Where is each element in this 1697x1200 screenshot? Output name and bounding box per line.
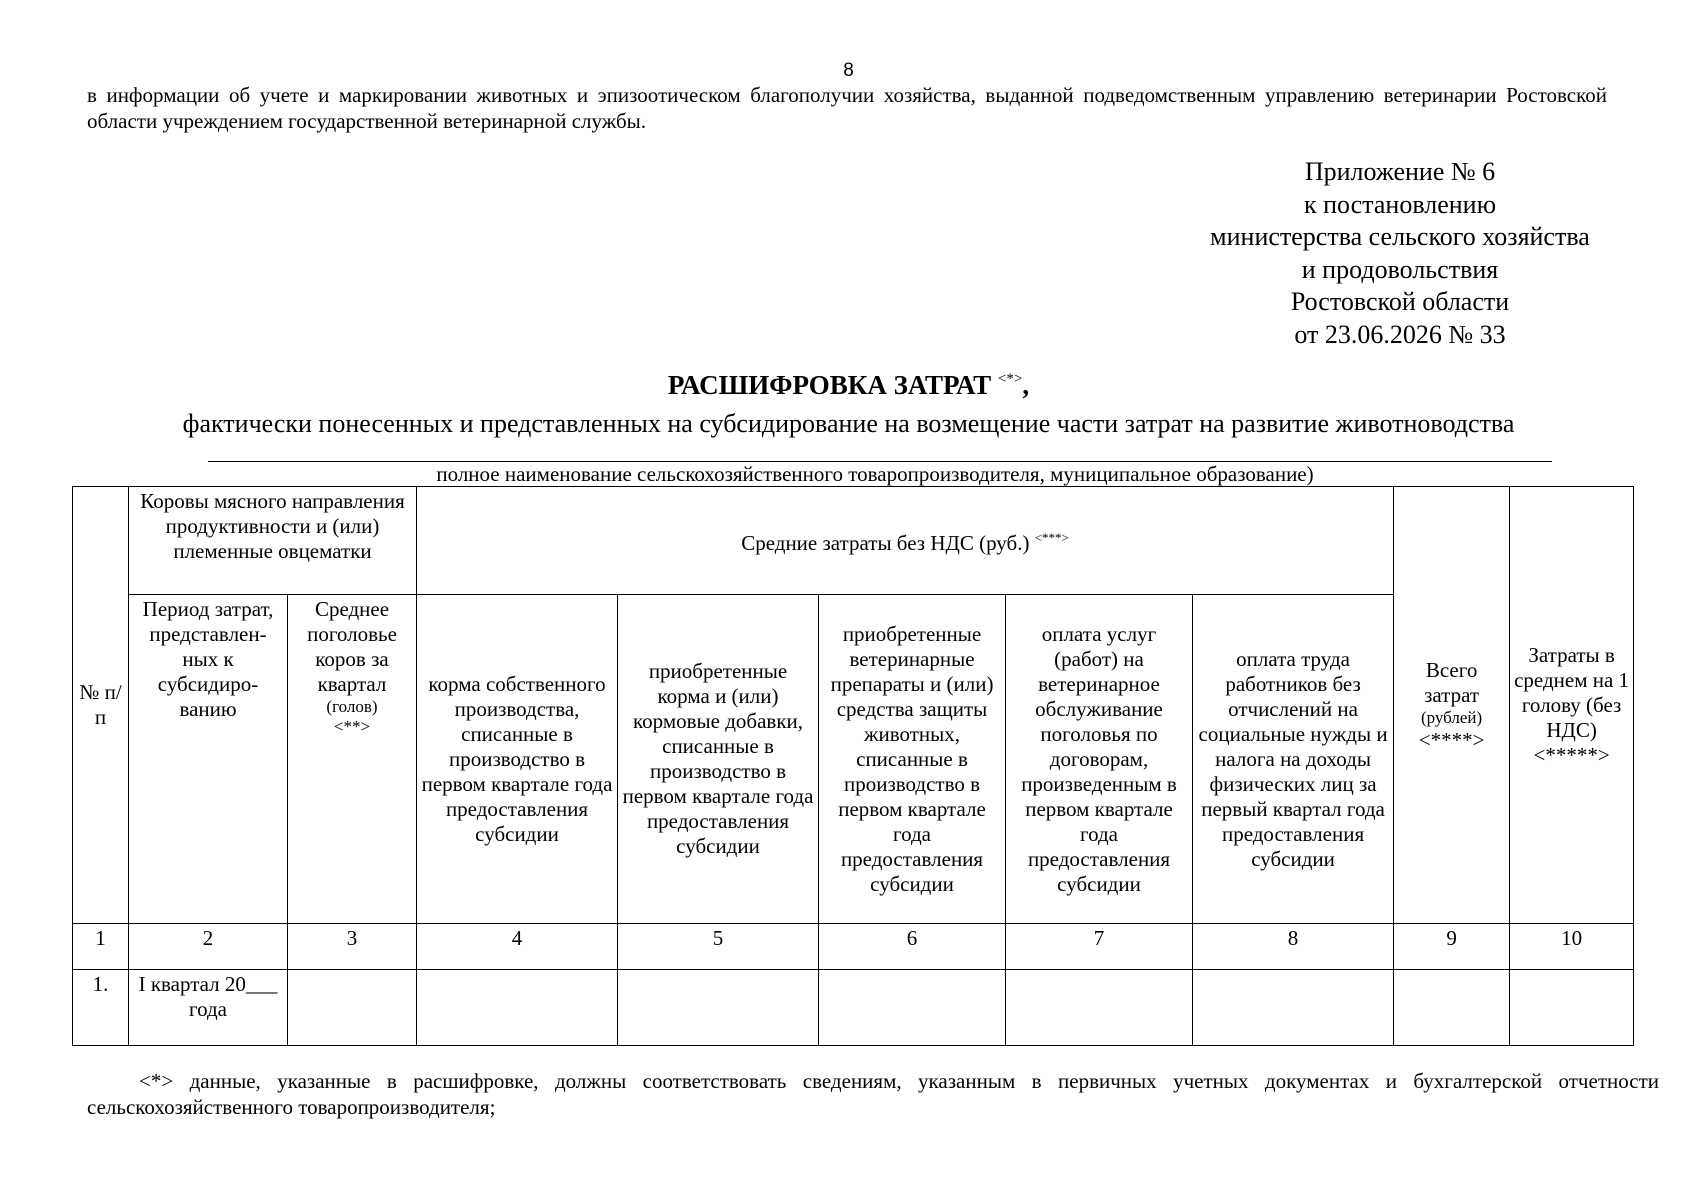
appendix-line: Приложение № 6 (1304, 157, 1496, 186)
appendix-line: и продовольствия (1301, 254, 1499, 284)
page-number: 8 (843, 60, 854, 81)
labor-costs-cell[interactable] (1193, 970, 1394, 1046)
column-number: 6 (819, 924, 1006, 970)
intro-paragraph: в информации об учете и маркировании животных и эпизоотическом благополучии хозяйства, выданной подведомственным управлению ветеринарии Ростовской области учреждением государственной ветеринарной службы. (87, 83, 1607, 133)
header-purchased-feed: приобретенные корма и (или) кормовые добавки, списанные в производство в первом квартале года предоставления субсидии (618, 595, 819, 924)
header-cost-per-head-label: Затраты в среднем на 1 голову (без НДС) (1514, 642, 1630, 742)
column-number: 5 (618, 924, 819, 970)
header-total-costs-label: Всего затрат (1424, 657, 1480, 707)
header-average-costs-label: Средние затраты без НДС (руб.) (741, 531, 1030, 555)
column-number: 10 (1510, 924, 1634, 970)
own-feed-cell[interactable] (417, 970, 618, 1046)
footnote-paragraph: <*> данные, указанные в расшифровке, должны соответствовать сведениям, указанным в первичных учетных документах и бухгалтерской отчетности сельскохозяйственного товаропроизводителя; (87, 1069, 1659, 1119)
header-total-costs (1394, 487, 1510, 924)
table-row (73, 970, 1634, 1046)
cost-per-head-cell[interactable] (1510, 970, 1634, 1046)
header-average-costs-group (417, 487, 1394, 595)
column-number: 3 (288, 924, 417, 970)
appendix-line: министерства сельского хозяйства (1210, 222, 1590, 251)
header-number: № п/п (73, 487, 129, 924)
header-total-costs-mark: <****> (1418, 727, 1485, 752)
header-average-herd-mark: <**> (333, 717, 371, 736)
header-average-costs-mark: <***> (1034, 530, 1069, 545)
column-numbers-row (73, 924, 1634, 970)
header-cost-per-head (1510, 487, 1634, 924)
producer-name-caption: полное наименование сельскохозяйственного товаропроизводителя, муниципальное образование) (436, 462, 1314, 486)
average-herd-cell[interactable] (288, 970, 417, 1046)
column-number: 9 (1394, 924, 1510, 970)
header-own-feed: корма собственного производства, списанные в производство в первом квартале года предоставления субсидии (417, 595, 618, 924)
header-veterinary-supplies: приобретенные ветеринарные препараты и (или) средства защиты животных, списанные в производство в первом квартале года предоставления субсидии (819, 595, 1006, 924)
document-title (0, 370, 1697, 401)
title-text: РАСШИФРОВКА ЗАТРАТ (667, 370, 992, 400)
table-header-row (73, 487, 1634, 595)
total-costs-cell[interactable] (1394, 970, 1510, 1046)
appendix-line: Ростовской области (1290, 287, 1510, 316)
header-average-herd-unit: (голов) (326, 697, 378, 716)
document-subtitle: фактически понесенных и представленных на субсидирование на возмещение части затрат на развитие животноводства (182, 409, 1515, 438)
purchased-feed-cell[interactable] (618, 970, 819, 1046)
row-number-cell: 1. (73, 970, 129, 1046)
period-cell: I квартал 20___ года (129, 970, 288, 1046)
header-labor-costs: оплата труда работников без отчислений на социальные нужды и налога на доходы физических лиц за первый квартал года предоставления субсидии (1193, 595, 1394, 924)
header-veterinary-services: оплата услуг (работ) на ветеринарное обслуживание поголовья по договорам, произведенным в первом квартале года предоставления субсидии (1006, 595, 1193, 924)
column-number: 2 (129, 924, 288, 970)
column-number: 1 (73, 924, 129, 970)
column-number: 4 (417, 924, 618, 970)
appendix-block (1170, 156, 1630, 351)
title-comma: , (1022, 370, 1030, 400)
header-cost-per-head-mark: <*****> (1533, 742, 1610, 767)
column-number: 8 (1193, 924, 1394, 970)
header-cows-group: Коровы мясного направления продуктивности и (или) племенные овцематки (129, 487, 417, 595)
appendix-line: к постановлению (1303, 189, 1497, 219)
header-period: Период затрат, представлен- ных к субсидиро- ванию (129, 595, 288, 924)
header-total-costs-unit: (рублей) (1420, 707, 1483, 727)
appendix-date-line: от 23.06.2026 № 33 (1294, 319, 1506, 349)
veterinary-services-cell[interactable] (1006, 970, 1193, 1046)
veterinary-supplies-cell[interactable] (819, 970, 1006, 1046)
header-average-herd-label: Среднее поголовье коров за квартал (307, 597, 397, 696)
title-footnote-mark: <*> (997, 371, 1023, 387)
costs-table (72, 486, 1634, 1046)
column-number: 7 (1006, 924, 1193, 970)
header-average-herd (288, 595, 417, 924)
